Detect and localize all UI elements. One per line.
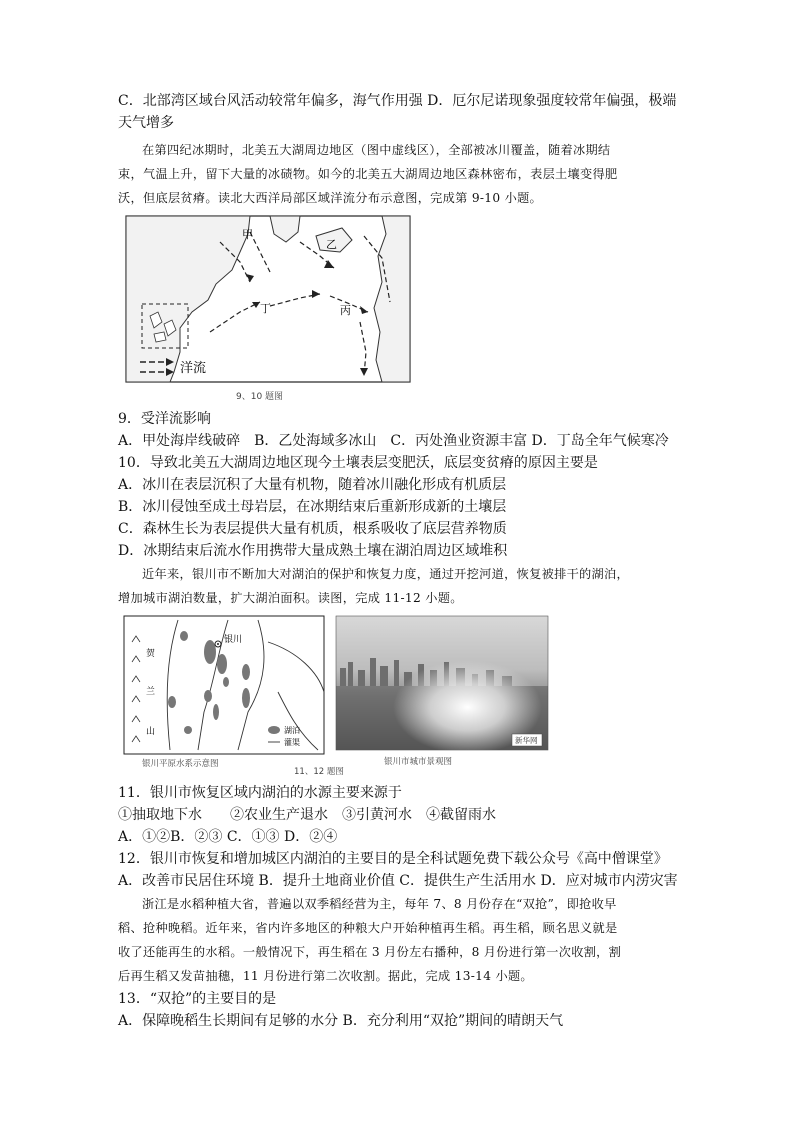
question-12-options: A．改善市民居住环境 B．提升土地商业价值 C．提供生产生活用水 D．应对城市内涝灾害 — [118, 873, 678, 889]
ocean-current-map — [120, 212, 420, 404]
legend-canal: 灌渠 — [284, 738, 300, 747]
yinchuan-water-map — [124, 616, 324, 769]
question-10-option: B．冰川侵蚀至成土母岩层，在冰期结束后重新形成新的土壤层 — [118, 499, 507, 515]
question-10-option: D．冰期结束后流水作用携带大量成熟土壤在湖泊周边区域堆积 — [118, 543, 508, 559]
city-label: 银川 — [224, 635, 243, 645]
caption-right: 银川市城市景观图 — [384, 757, 453, 767]
legend-lake: 湖泊 — [284, 726, 300, 735]
passage-line: 增加城市湖泊数量，扩大湖泊面积。读图，完成 11-12 小题。 — [118, 591, 463, 605]
question-13-stem: 13．“双抢”的主要目的是 — [118, 991, 277, 1007]
yinchuan-figures — [118, 612, 558, 776]
question-8-option-line: 天气增多 — [118, 115, 174, 131]
question-10-stem: 10．导致北美五大湖周边地区现今土壤表层变肥沃，底层变贫瘠的原因主要是 — [118, 455, 598, 471]
label-ding: 丁 — [260, 302, 271, 315]
question-13-options: A．保障晚稻生长期间有足够的水分 B．充分利用“双抢”期间的晴朗天气 — [118, 1013, 564, 1029]
yinchuan-figure — [118, 612, 678, 778]
yinchuan-city-photo — [336, 616, 548, 767]
question-10-option: C．森林生长为表层提供大量有机质，根系吸收了底层营养物质 — [118, 521, 507, 537]
passage-line: 后再生稻又发苗抽穗，11 月份进行第二次收割。据此，完成 13-14 小题。 — [118, 969, 533, 983]
question-11-items: ①抽取地下水 ②农业生产退水 ③引黄河水 ④截留雨水 — [118, 807, 496, 823]
passage-line: 稻、抢种晚稻。近年来，省内许多地区的种粮大户开始种植再生稻。再生稻，顾名思义就是 — [118, 921, 618, 935]
label-yi: 乙 — [326, 238, 337, 251]
caption-mid: 11、12 题图 — [294, 767, 344, 776]
svg-text:洋流: 洋流 — [180, 361, 207, 376]
exam-page — [118, 90, 678, 1032]
question-10-option: A．冰川在表层沉积了大量有机物，随着冰川融化形成有机质层 — [118, 477, 507, 493]
question-12-stem: 12．银川市恢复和增加城区内湖泊的主要目的是全科试题免费下载公众号《高中僧课堂》 — [118, 851, 668, 867]
svg-text:兰: 兰 — [146, 687, 156, 697]
passage-line: 沃，但底层贫瘠。读北大西洋局部区域洋流分布示意图，完成第 9-10 小题。 — [118, 191, 543, 205]
question-9-options: A．甲处海岸线破碎 B．乙处海域多冰山 C．丙处渔业资源丰富 D．丁岛全年气候寒冷 — [118, 433, 669, 449]
question-11-stem: 11．银川市恢复区域内湖泊的水源主要来源于 — [118, 785, 402, 801]
svg-text:贺: 贺 — [146, 649, 156, 659]
figure-caption: 9、10 题图 — [236, 392, 284, 402]
label-bing: 丙 — [340, 304, 351, 317]
svg-text:山: 山 — [146, 727, 156, 737]
question-8-option-line: C．北部湾区域台风活动较常年偏多，海气作用强 D．厄尔尼诺现象强度较常年偏强，极端 — [118, 93, 677, 109]
passage-line: 收了还能再生的水稻。一般情况下，再生稻在 3 月份左右播种，8 月份进行第一次收割，割 — [118, 945, 622, 959]
caption-left: 银川平原水系示意图 — [142, 759, 219, 769]
passage-line: 浙江是水稻种植大省，普遍以双季稻经营为主，每年 7、8 月份存在“双抢”，即抢收早 — [142, 897, 617, 911]
question-9-stem: 9．受洋流影响 — [118, 411, 211, 427]
passage-line: 在第四纪冰期时，北美五大湖周边地区（图中虚线区），全部被冰川覆盖，随着冰期结 — [142, 143, 611, 157]
passage-line: 近年来，银川市不断加大对湖泊的保护和恢复力度，通过开挖河道，恢复被排干的湖泊， — [142, 567, 630, 581]
passage-line: 束，气温上升，留下大量的冰碛物。如今的北美五大湖周边地区森林密布，表层土壤变得肥 — [118, 167, 618, 181]
ocean-current-map-figure — [120, 212, 678, 404]
question-11-options: A．①②B．②③ C．①③ D．②④ — [118, 829, 338, 845]
label-jia: 甲 — [242, 228, 253, 241]
watermark: 新华网 — [515, 736, 538, 745]
